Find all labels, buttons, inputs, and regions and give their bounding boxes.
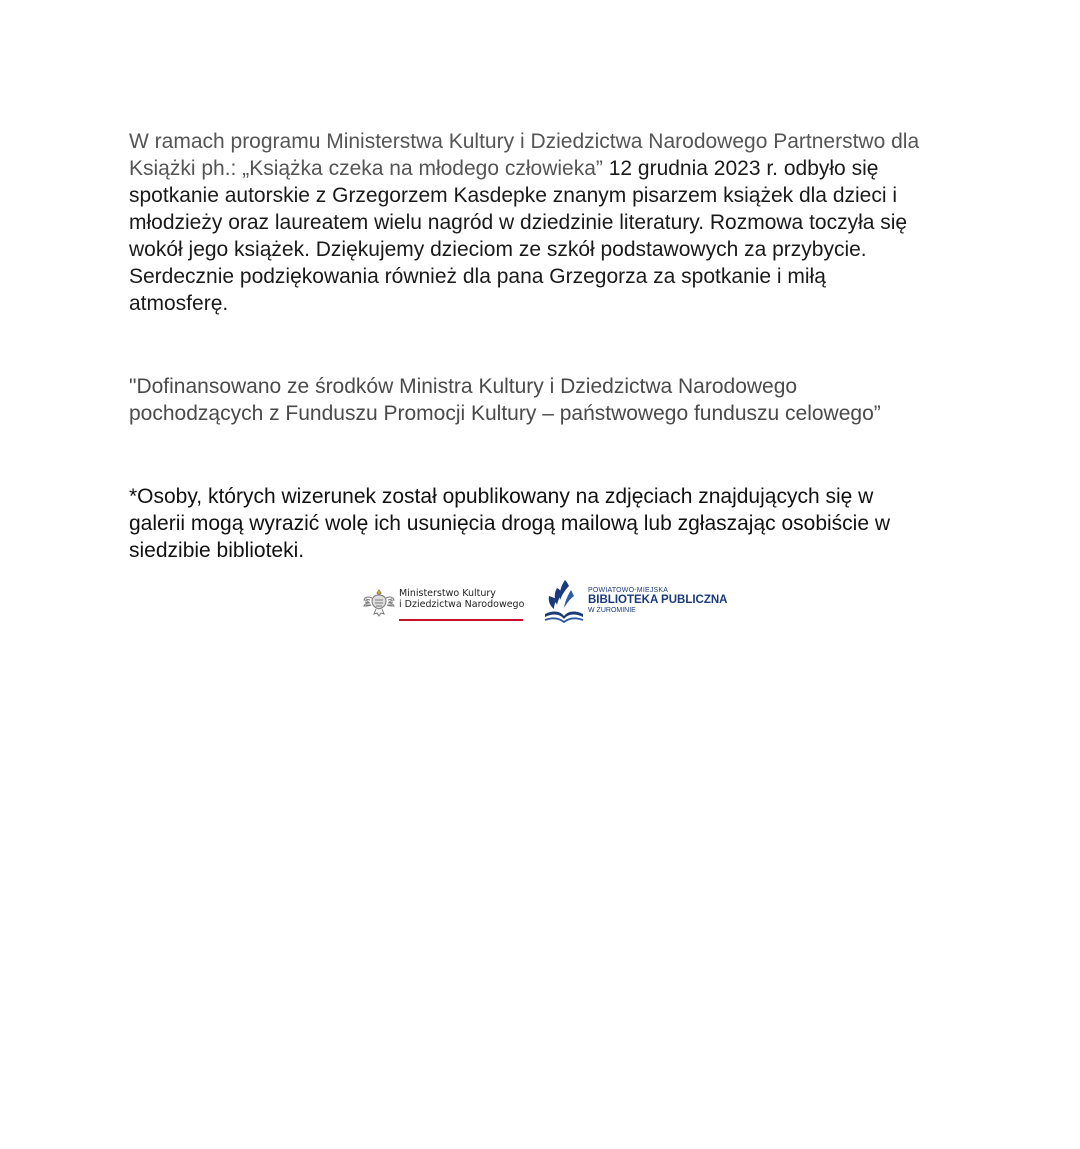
library-logo — [543, 578, 733, 628]
ministry-name-line2: i Dziedzictwa Narodowego — [399, 599, 525, 610]
text-line: atmosferę. — [129, 292, 229, 315]
text-line: wokół jego książek. Dziękujemy dzieciom ze szkół podstawowych za przybycie. — [129, 238, 867, 261]
text-line: galerii mogą wyrazić wolę ich usunięcia drogą mailową lub zgłaszając osobiście w — [129, 512, 891, 535]
ministry-name-line1: Ministerstwo Kultury — [399, 588, 496, 599]
sponsor-logos — [362, 578, 732, 628]
ministry-name — [399, 588, 524, 610]
text-line: pochodzących z Funduszu Promocji Kultury – państwowego funduszu celowego” — [129, 402, 881, 425]
text-line: W ramach programu Ministerstwa Kultury i Dziedzictwa Narodowego Partnerstwo dla — [129, 130, 920, 153]
eagle-emblem-icon — [362, 586, 396, 620]
ministry-logo — [362, 586, 527, 626]
text-line: 12 grudnia 2023 r. odbyło się — [602, 157, 879, 180]
text-line: Serdecznie podziękowania również dla pana Grzegorza za spotkanie i miłą — [129, 265, 826, 288]
ministry-accent-line — [399, 619, 523, 621]
library-city: W ŻUROMINIE — [588, 607, 636, 614]
privacy-notice-paragraph — [129, 483, 959, 564]
library-name: BIBLIOTEKA PUBLICZNA — [588, 594, 728, 606]
text-line: Książki ph.: „Książka czeka na młodego człowieka” — [129, 157, 603, 180]
text-line: *Osoby, których wizerunek został opublikowany na zdjęciach znajdujących się w — [129, 485, 874, 508]
text-line: spotkanie autorskie z Grzegorzem Kasdepke znanym pisarzem książek dla dzieci i — [129, 184, 898, 207]
library-region: POWIATOWO-MIEJSKA — [588, 587, 669, 594]
text-line: młodzieży oraz laureatem wielu nagród w dziedzinie literatury. Rozmowa toczyła się — [129, 211, 908, 234]
event-description-paragraph — [129, 128, 959, 317]
text-line: "Dofinansowano ze środków Ministra Kultury i Dziedzictwa Narodowego — [129, 375, 798, 398]
funding-notice-paragraph — [129, 373, 959, 427]
open-book-icon — [543, 578, 585, 626]
text-line: siedzibie biblioteki. — [129, 539, 305, 562]
